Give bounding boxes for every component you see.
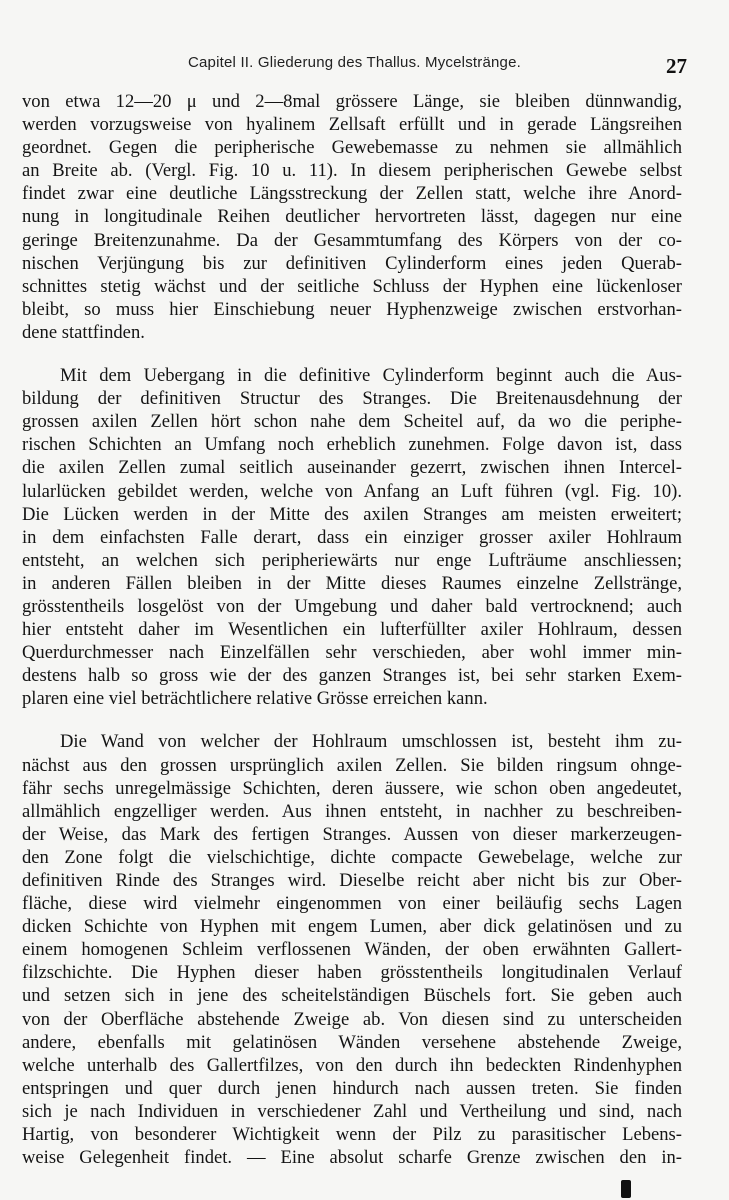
text-line: die axilen Zellen zumal seitlich auseinander gezerrt, zwischen ihnen Intercel- — [22, 457, 682, 479]
text-line: von etwa 12—20 μ und 2—8mal grössere Länge, sie bleiben dünnwandig, — [22, 91, 682, 112]
scan-edge-mark — [621, 1180, 631, 1198]
text-line: Die Lücken werden in der Mitte des axilen Stranges am meisten erweitert; — [22, 503, 682, 525]
text-line: lularlücken gebildet werden, welche von Anfang an Luft führen (vgl. Fig. 10). — [22, 480, 682, 502]
text-line: geringe Breitenzunahme. Da der Gesammtumfang des Körpers von der co- — [22, 229, 682, 251]
paragraph-2 — [22, 364, 682, 710]
text-line: und setzen sich in jene des scheitelständigen Büschels fort. Sie geben auch — [22, 985, 682, 1007]
text-line: entsteht, an welchen sich peripheriewärts nur enge Lufträume anschliessen; — [22, 549, 682, 571]
text-line: grösstentheils losgelöst von der Umgebung und daher bald vertrocknend; auch — [22, 595, 682, 617]
text-line: grossen axilen Zellen hört schon nahe dem Scheitel auf, da wo die periphe- — [22, 411, 682, 433]
text-line: fähr sechs unregelmässige Schichten, deren äussere, wie schon oben angedeutet, — [22, 777, 682, 799]
text-line: dicken Schichte von Hyphen mit engem Lumen, aber dick gelatinösen und zu — [22, 916, 682, 938]
text-line: Querdurchmesser nach Einzelfällen sehr verschieden, aber wohl immer min- — [22, 642, 682, 664]
text-line: filzschichte. Die Hyphen dieser haben grösstentheils longitudinalen Verlauf — [22, 962, 682, 984]
text-line: in anderen Fällen bleiben in der Mitte dieses Raumes einzelne Zellstränge, — [22, 572, 682, 594]
text-line: plaren eine viel beträchtlichere relative Grösse erreichen kann. — [22, 688, 488, 710]
text-line: Hartig, von besonderer Wichtigkeit wenn der Pilz zu parasitischer Lebens- — [22, 1124, 682, 1146]
paragraph-3 — [22, 730, 682, 1169]
text-line: Die Wand von welcher der Hohlraum umschlossen ist, besteht ihm zu- — [60, 731, 682, 753]
text-line: nächst aus den grossen ursprünglich axilen Zellen. Sie bilden ringsum ohnge- — [22, 754, 682, 776]
text-line: hier entsteht daher im Wesentlichen ein lufterfüllter axiler Hohlraum, dessen — [22, 619, 682, 641]
text-line: allmählich engzelliger werden. Aus ihnen entsteht, in nachher zu beschreiben- — [22, 800, 682, 822]
text-line: definitiven Rinde des Stranges wird. Dieselbe reicht aber nicht bis zur Ober- — [22, 870, 682, 891]
text-line: werden vorzugsweise von hyalinem Zellsaft erfüllt und in gerade Längsreihen — [22, 114, 682, 136]
text-line: dene stattfinden. — [22, 321, 145, 343]
text-line: weise Gelegenheit findet. — Eine absolut scharfe Grenze zwischen den in- — [22, 1147, 682, 1169]
body-text — [22, 90, 682, 1169]
page-number: 27 — [666, 54, 687, 78]
text-line: einem homogenen Schleim verflossenen Wänden, der oben erwähnten Gallert- — [22, 939, 682, 961]
text-line: welche unterhalb des Gallertfilzes, von den durch ihn bedeckten Rindenhyphen — [22, 1054, 682, 1076]
text-line: rischen Schichten an Umfang noch erheblich zunehmen. Folge davon ist, dass — [22, 434, 682, 456]
text-line: bildung der definitiven Structur des Stranges. Die Breitenausdehnung der — [22, 388, 682, 410]
text-line: schnittes stetig wächst und der seitliche Schluss der Hyphen eine lückenloser — [22, 275, 682, 297]
text-line: Mit dem Uebergang in die definitive Cylinderform beginnt auch die Aus- — [60, 365, 682, 387]
text-line: von der Oberfläche abstehende Zweige ab. Von diesen sind zu unterscheiden — [22, 1008, 682, 1030]
chapter-title: Capitel II. Gliederung des Thallus. Mycelstränge. — [187, 54, 522, 71]
text-line: geordnet. Gegen die peripherische Gewebemasse zu nehmen sie allmählich — [22, 137, 682, 159]
text-line: andere, ebenfalls mit gelatinösen Wänden versehene abstehende Zweige, — [22, 1031, 682, 1053]
text-line: den Zone folgt die vielschichtige, dichte compacte Gewebelage, welche zur — [22, 846, 682, 868]
text-line: nung in longitudinale Reihen deutlicher hervortreten lässt, dagegen nur eine — [22, 206, 682, 228]
text-line: der Weise, das Mark des fertigen Stranges. Aussen von dieser markerzeugen- — [22, 823, 682, 845]
text-line: in dem einfachsten Falle derart, dass ein einziger grosser axiler Hohlraum — [22, 526, 682, 548]
text-line: findet zwar eine deutliche Längsstreckung der Zellen statt, welche ihre Anord- — [22, 183, 682, 205]
text-line: fläche, diese wird vielmehr eingenommen von einer beiläufig sechs Lagen — [22, 893, 682, 915]
text-line: sich je nach Individuen in verschiedener Zahl und Vertheilung und sind, nach — [22, 1100, 682, 1122]
text-line: entspringen und quer durch jenen hindurch nach aussen treten. Sie finden — [22, 1077, 682, 1099]
paragraph-1 — [22, 90, 682, 344]
text-line: destens halb so gross wie der des ganzen Stranges ist, bei sehr starken Exem- — [22, 665, 682, 687]
running-header — [22, 54, 687, 80]
text-line: bleibt, so muss hier Einschiebung neuer Hyphenzweige zwischen erstvorhan- — [22, 298, 682, 320]
text-line: an Breite ab. (Vergl. Fig. 10 u. 11). In diesem peripherischen Gewebe selbst — [22, 160, 682, 182]
text-line: nischen Verjüngung bis zur definitiven Cylinderform eines jeden Querab- — [22, 252, 682, 274]
